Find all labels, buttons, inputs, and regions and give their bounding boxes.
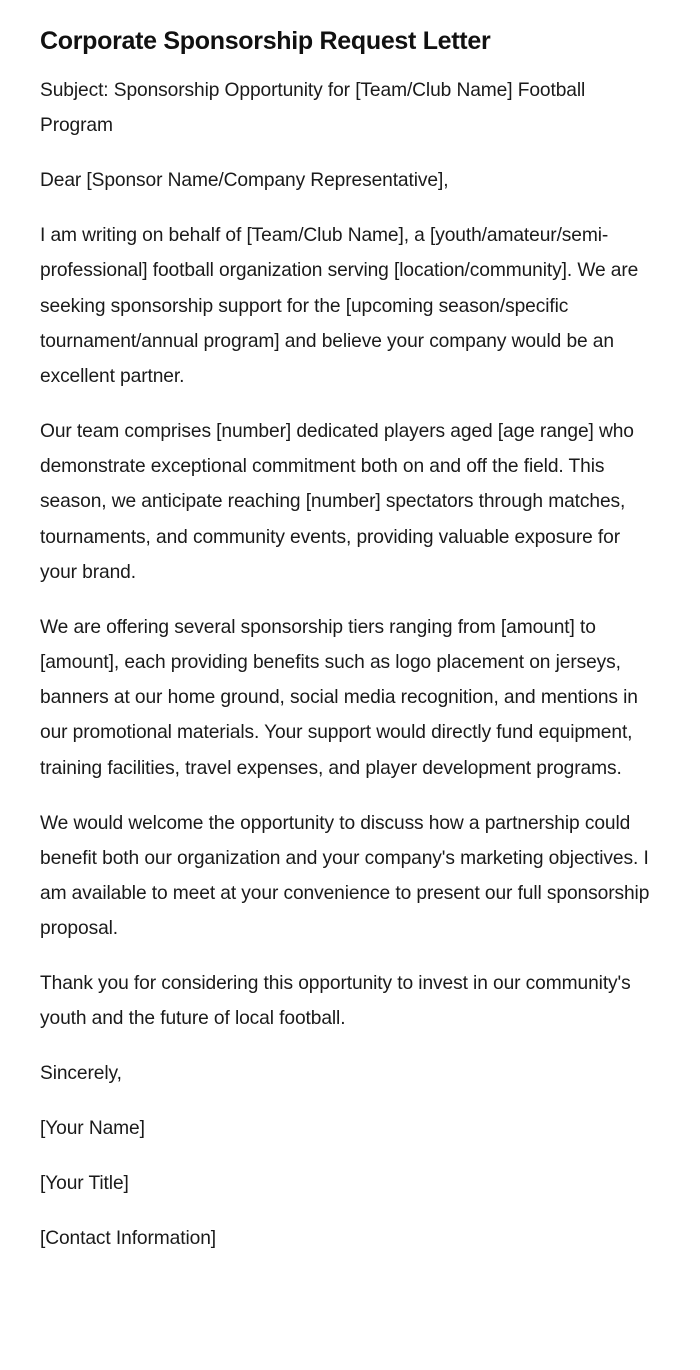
body-paragraph-tiers: We are offering several sponsorship tiers ranging from [amount] to [amount], each providing benefits such as logo placement on jerseys, banners at our home ground, social media recognition, and mentions in our promotional materials. Your support would directly fund equipment, training facilities, travel expenses, and player development programs. — [40, 616, 638, 779]
letter-page — [40, 22, 650, 1276]
page-title: Corporate Sponsorship Request Letter — [40, 27, 491, 55]
body-paragraph-team: Our team comprises [number] dedicated players aged [age range] who demonstrate exceptional commitment both on and off the field. This season, we anticipate reaching [number] spectators through matches, tournaments, and community events, providing valuable exposure for your brand. — [40, 421, 634, 583]
body-paragraph-meeting: We would welcome the opportunity to discuss how a partnership could benefit both our organization and your company's marketing objectives. I am available to meet at your convenience to present our full sponsorship proposal. — [40, 812, 650, 940]
signature-title: [Your Title] — [40, 1173, 129, 1195]
body-paragraph-intro: I am writing on behalf of [Team/Club Name], a [youth/amateur/semi-professional] football organization serving [location/community]. We are seeking sponsorship support for the [upcoming season/specific tournament/annual program] and believe your company would be an excellent partner. — [40, 225, 639, 388]
subject-line: Subject: Sponsorship Opportunity for [Team/Club Name] Football Program — [40, 80, 586, 137]
signature-name: [Your Name] — [40, 1118, 145, 1140]
signature-contact: [Contact Information] — [40, 1228, 217, 1250]
body-paragraph-thanks: Thank you for considering this opportunity to invest in our community's youth and the future of local football. — [40, 973, 631, 1030]
salutation: Dear [Sponsor Name/Company Representative], — [40, 170, 449, 192]
closing: Sincerely, — [40, 1063, 122, 1085]
